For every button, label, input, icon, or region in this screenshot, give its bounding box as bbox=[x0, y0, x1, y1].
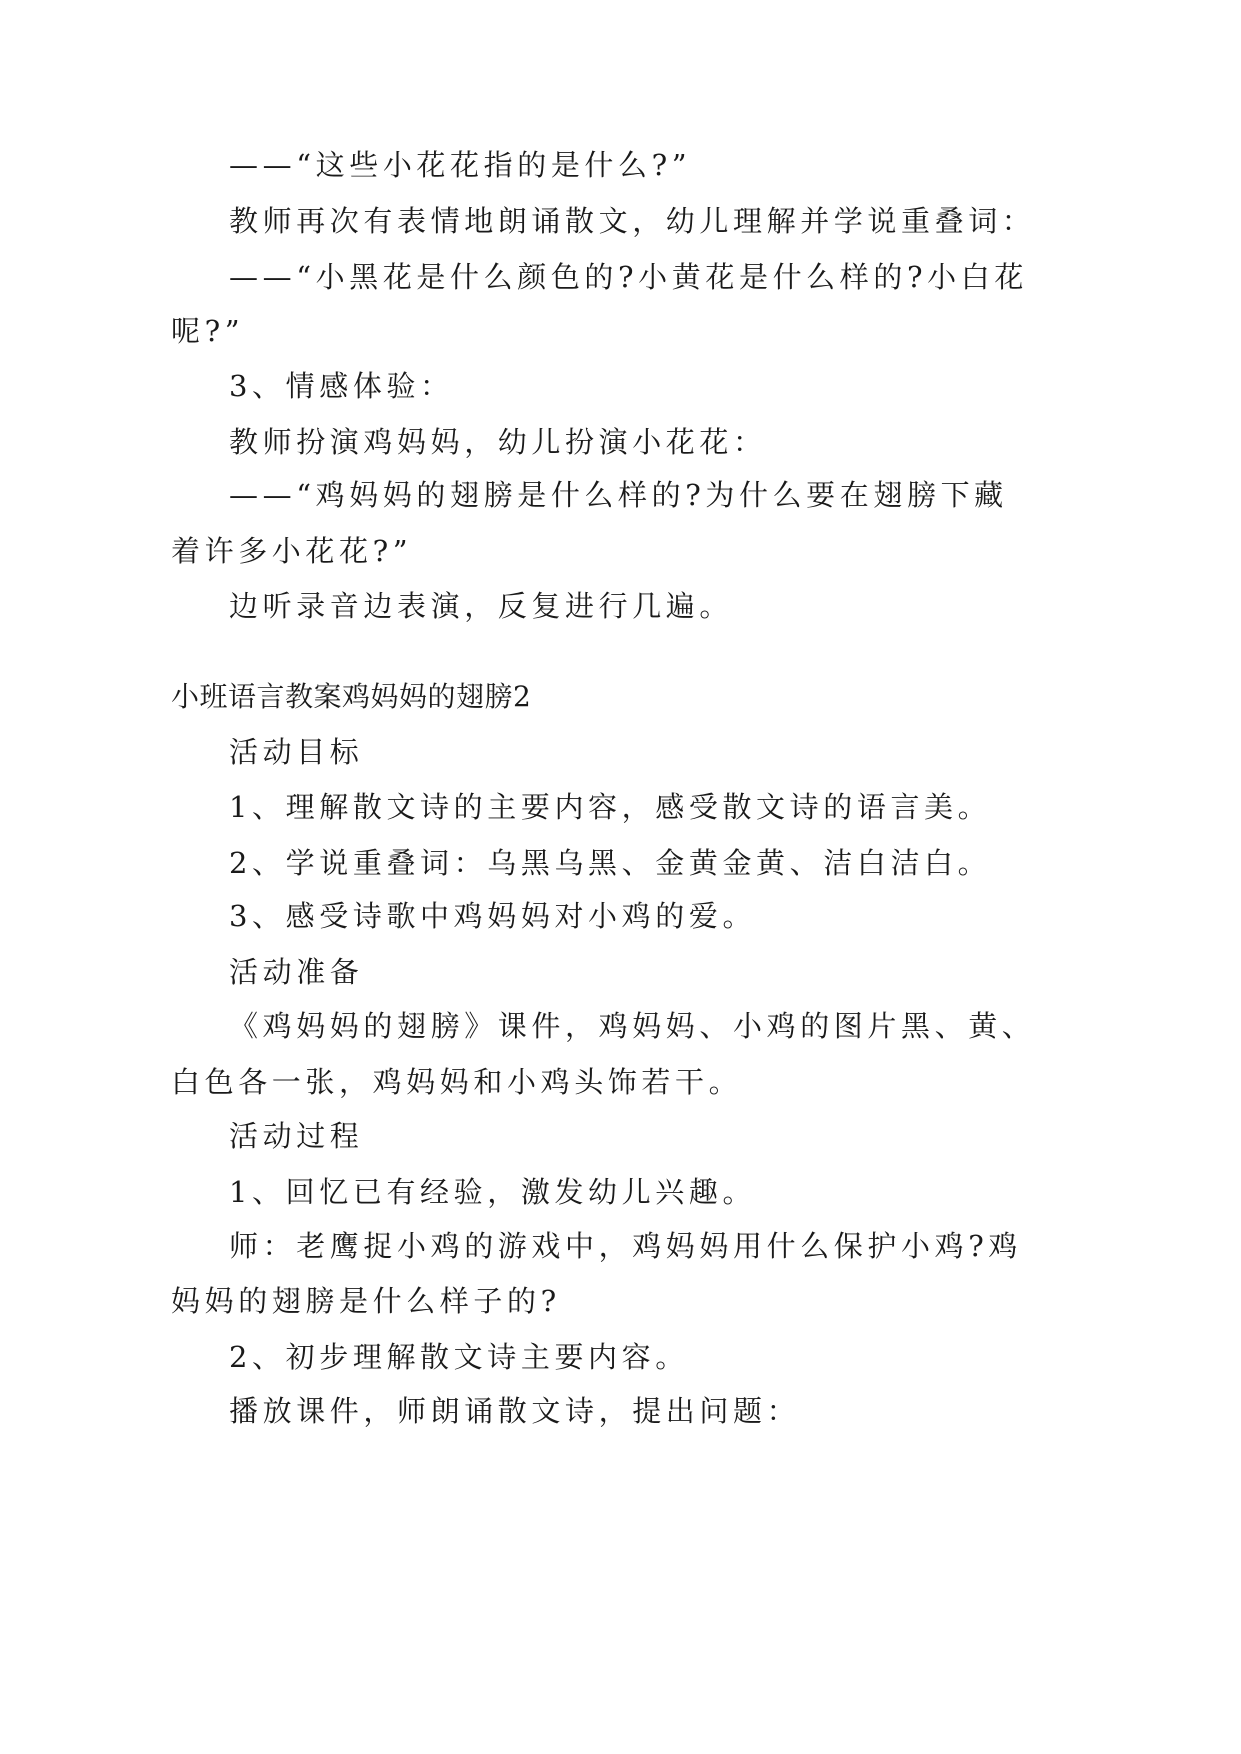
text-line-2: 教师再次有表情地朗诵散文，幼儿理解并学说重叠词： bbox=[229, 204, 1036, 238]
section-heading: 小班语言教案鸡妈妈的翅膀2 bbox=[171, 680, 532, 713]
text-line-9: 边听录音边表演，反复进行几遍。 bbox=[229, 589, 734, 623]
text-line-22: 2、初步理解散文诗主要内容。 bbox=[229, 1340, 689, 1374]
text-line-17: 白色各一张，鸡妈妈和小鸡头饰若干。 bbox=[171, 1065, 743, 1099]
text-line-16: 《鸡妈妈的翅膀》课件，鸡妈妈、小鸡的图片黑、黄、 bbox=[229, 1009, 1036, 1043]
text-line-6: 教师扮演鸡妈妈，幼儿扮演小花花： bbox=[229, 425, 767, 459]
text-line-12: 1、理解散文诗的主要内容，感受散文诗的语言美。 bbox=[229, 790, 992, 824]
text-line-20: 师：老鹰捉小鸡的游戏中，鸡妈妈用什么保护小鸡?鸡 bbox=[229, 1229, 1022, 1263]
text-line-3: ——“小黑花是什么颜色的?小黄花是什么样的?小白花 bbox=[229, 260, 1028, 294]
text-line-4: 呢?” bbox=[171, 314, 245, 348]
text-line-7: ——“鸡妈妈的翅膀是什么样的?为什么要在翅膀下藏 bbox=[229, 478, 1008, 512]
text-line-11: 活动目标 bbox=[229, 735, 364, 769]
text-line-23: 播放课件，师朗诵散文诗，提出问题： bbox=[229, 1394, 801, 1428]
text-line-1: ——“这些小花花指的是什么?” bbox=[229, 148, 692, 182]
text-line-14: 3、感受诗歌中鸡妈妈对小鸡的爱。 bbox=[229, 899, 757, 933]
text-line-8: 着许多小花花?” bbox=[171, 534, 413, 568]
text-line-5: 3、情感体验： bbox=[229, 369, 454, 403]
text-line-21: 妈妈的翅膀是什么样子的? bbox=[171, 1284, 561, 1318]
text-line-18: 活动过程 bbox=[229, 1119, 364, 1153]
text-line-15: 活动准备 bbox=[229, 955, 364, 989]
text-line-13: 2、学说重叠词：乌黑乌黑、金黄金黄、洁白洁白。 bbox=[229, 846, 992, 880]
text-line-19: 1、回忆已有经验，激发幼儿兴趣。 bbox=[229, 1175, 757, 1209]
